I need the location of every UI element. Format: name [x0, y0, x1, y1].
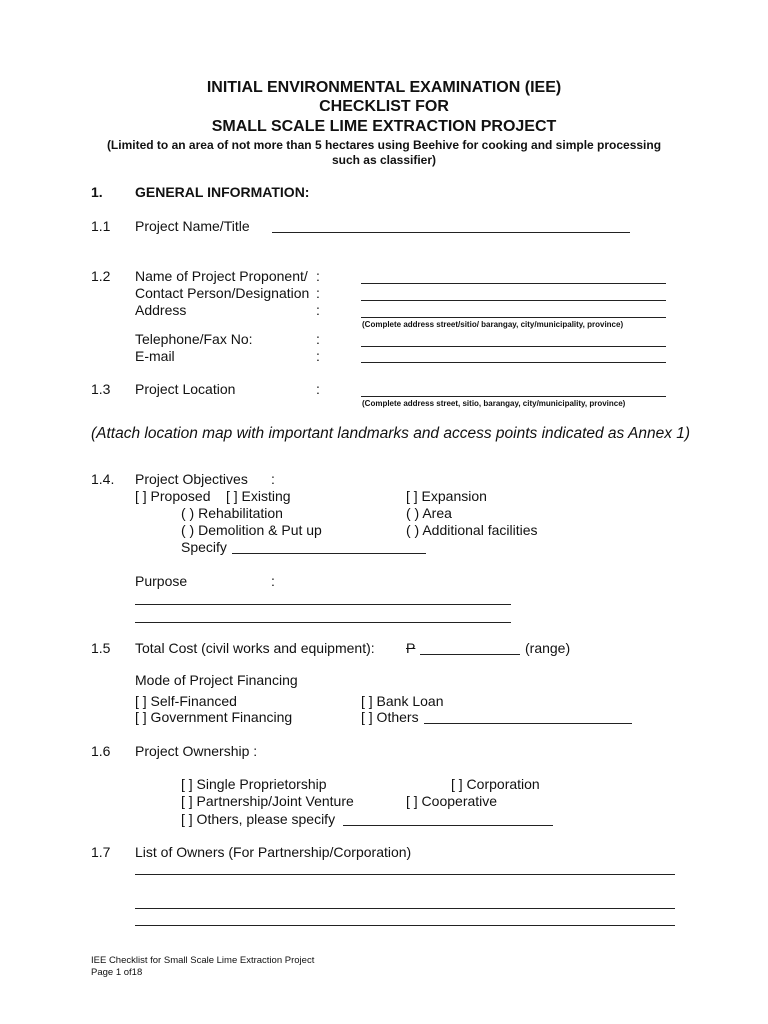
owners-blank-2[interactable] — [135, 908, 675, 909]
item-number-1-6: 1.6 — [91, 743, 111, 759]
colon: : — [316, 268, 320, 284]
total-cost-label: Total Cost (civil works and equipment): — [135, 640, 375, 656]
colon: : — [316, 381, 320, 397]
owners-blank-3[interactable] — [135, 925, 675, 926]
corporation-checkbox[interactable]: [ ] Corporation — [451, 776, 540, 792]
others-financing-blank[interactable] — [424, 723, 632, 724]
project-name-label: Project Name/Title — [135, 218, 250, 234]
others-ownership-blank[interactable] — [343, 825, 553, 826]
email-blank[interactable] — [361, 362, 666, 363]
proponent-label: Name of Project Proponent/ — [135, 268, 308, 284]
bank-loan-checkbox[interactable]: [ ] Bank Loan — [361, 693, 444, 709]
section-number: 1. — [91, 184, 103, 200]
existing-checkbox[interactable]: [ ] Existing — [226, 488, 291, 504]
specify-label: Specify — [181, 539, 227, 555]
others-ownership-checkbox[interactable]: [ ] Others, please specify — [181, 811, 336, 827]
proponent-blank[interactable] — [361, 283, 666, 284]
additional-facilities-option[interactable]: ( ) Additional facilities — [406, 522, 538, 538]
specify-blank[interactable] — [232, 553, 426, 554]
section-title: GENERAL INFORMATION: — [135, 184, 310, 200]
location-note: (Complete address street, sitio, barangay, city/municipality, province) — [362, 399, 626, 408]
project-location-label: Project Location — [135, 381, 236, 397]
doc-subtitle-line1: (Limited to an area of not more than 5 hectares using Beehive for cooking and simple processing — [106, 138, 662, 152]
owners-blank-1[interactable] — [135, 874, 675, 875]
colon: : — [316, 348, 320, 364]
annex-note: (Attach location map with important landmarks and access points indicated as Annex 1) — [91, 425, 691, 442]
page-number: Page 1 of18 — [91, 967, 143, 978]
item-number-1-2: 1.2 — [91, 268, 111, 284]
contact-person-label: Contact Person/Designation — [135, 285, 310, 301]
project-ownership-label: Project Ownership : — [135, 743, 258, 759]
contact-person-blank[interactable] — [361, 300, 666, 301]
cooperative-checkbox[interactable]: [ ] Cooperative — [406, 793, 498, 809]
colon: : — [316, 331, 320, 347]
area-option[interactable]: ( ) Area — [406, 505, 452, 521]
project-location-blank[interactable] — [361, 396, 666, 397]
colon: : — [271, 471, 275, 487]
footer-title: IEE Checklist for Small Scale Lime Extraction Project — [91, 955, 315, 966]
expansion-checkbox[interactable]: [ ] Expansion — [406, 488, 487, 504]
project-name-blank[interactable] — [272, 232, 630, 233]
peso-sign: P — [406, 640, 416, 656]
financing-label: Mode of Project Financing — [135, 672, 298, 688]
address-blank[interactable] — [361, 317, 666, 318]
rehabilitation-option[interactable]: ( ) Rehabilitation — [181, 505, 283, 521]
single-proprietorship-checkbox[interactable]: [ ] Single Proprietorship — [181, 776, 327, 792]
project-objectives-label: Project Objectives — [135, 471, 248, 487]
colon: : — [316, 285, 320, 301]
others-financing-checkbox[interactable]: [ ] Others — [361, 709, 419, 725]
colon: : — [316, 302, 320, 318]
telephone-label: Telephone/Fax No: — [135, 331, 253, 347]
partnership-checkbox[interactable]: [ ] Partnership/Joint Venture — [181, 793, 354, 809]
address-note: (Complete address street/sitio/ barangay, city/municipality, province) — [362, 320, 624, 329]
item-number-1-7: 1.7 — [91, 844, 111, 860]
item-number-1-3: 1.3 — [91, 381, 111, 397]
doc-subtitle-line2: such as classifier) — [331, 153, 437, 167]
list-of-owners-label: List of Owners (For Partnership/Corporation) — [135, 844, 412, 860]
purpose-blank-2[interactable] — [135, 622, 511, 623]
address-label: Address — [135, 302, 187, 318]
item-number-1-5: 1.5 — [91, 640, 111, 656]
demolition-option[interactable]: ( ) Demolition & Put up — [181, 522, 322, 538]
doc-title-line1: INITIAL ENVIRONMENTAL EXAMINATION (IEE) — [206, 79, 562, 96]
proposed-checkbox[interactable]: [ ] Proposed — [135, 488, 211, 504]
item-number-1-1: 1.1 — [91, 218, 111, 234]
doc-title-line3: SMALL SCALE LIME EXTRACTION PROJECT — [211, 118, 557, 135]
item-number-1-4: 1.4. — [91, 471, 115, 487]
email-label: E-mail — [135, 348, 175, 364]
total-cost-blank[interactable] — [420, 654, 520, 655]
doc-title-line2: CHECKLIST FOR — [319, 98, 449, 115]
government-financing-checkbox[interactable]: [ ] Government Financing — [135, 709, 293, 725]
purpose-label: Purpose — [135, 573, 188, 589]
range-label: (range) — [525, 640, 571, 656]
telephone-blank[interactable] — [361, 346, 666, 347]
colon: : — [271, 573, 275, 589]
purpose-blank-1[interactable] — [135, 604, 511, 605]
self-financed-checkbox[interactable]: [ ] Self-Financed — [135, 693, 237, 709]
